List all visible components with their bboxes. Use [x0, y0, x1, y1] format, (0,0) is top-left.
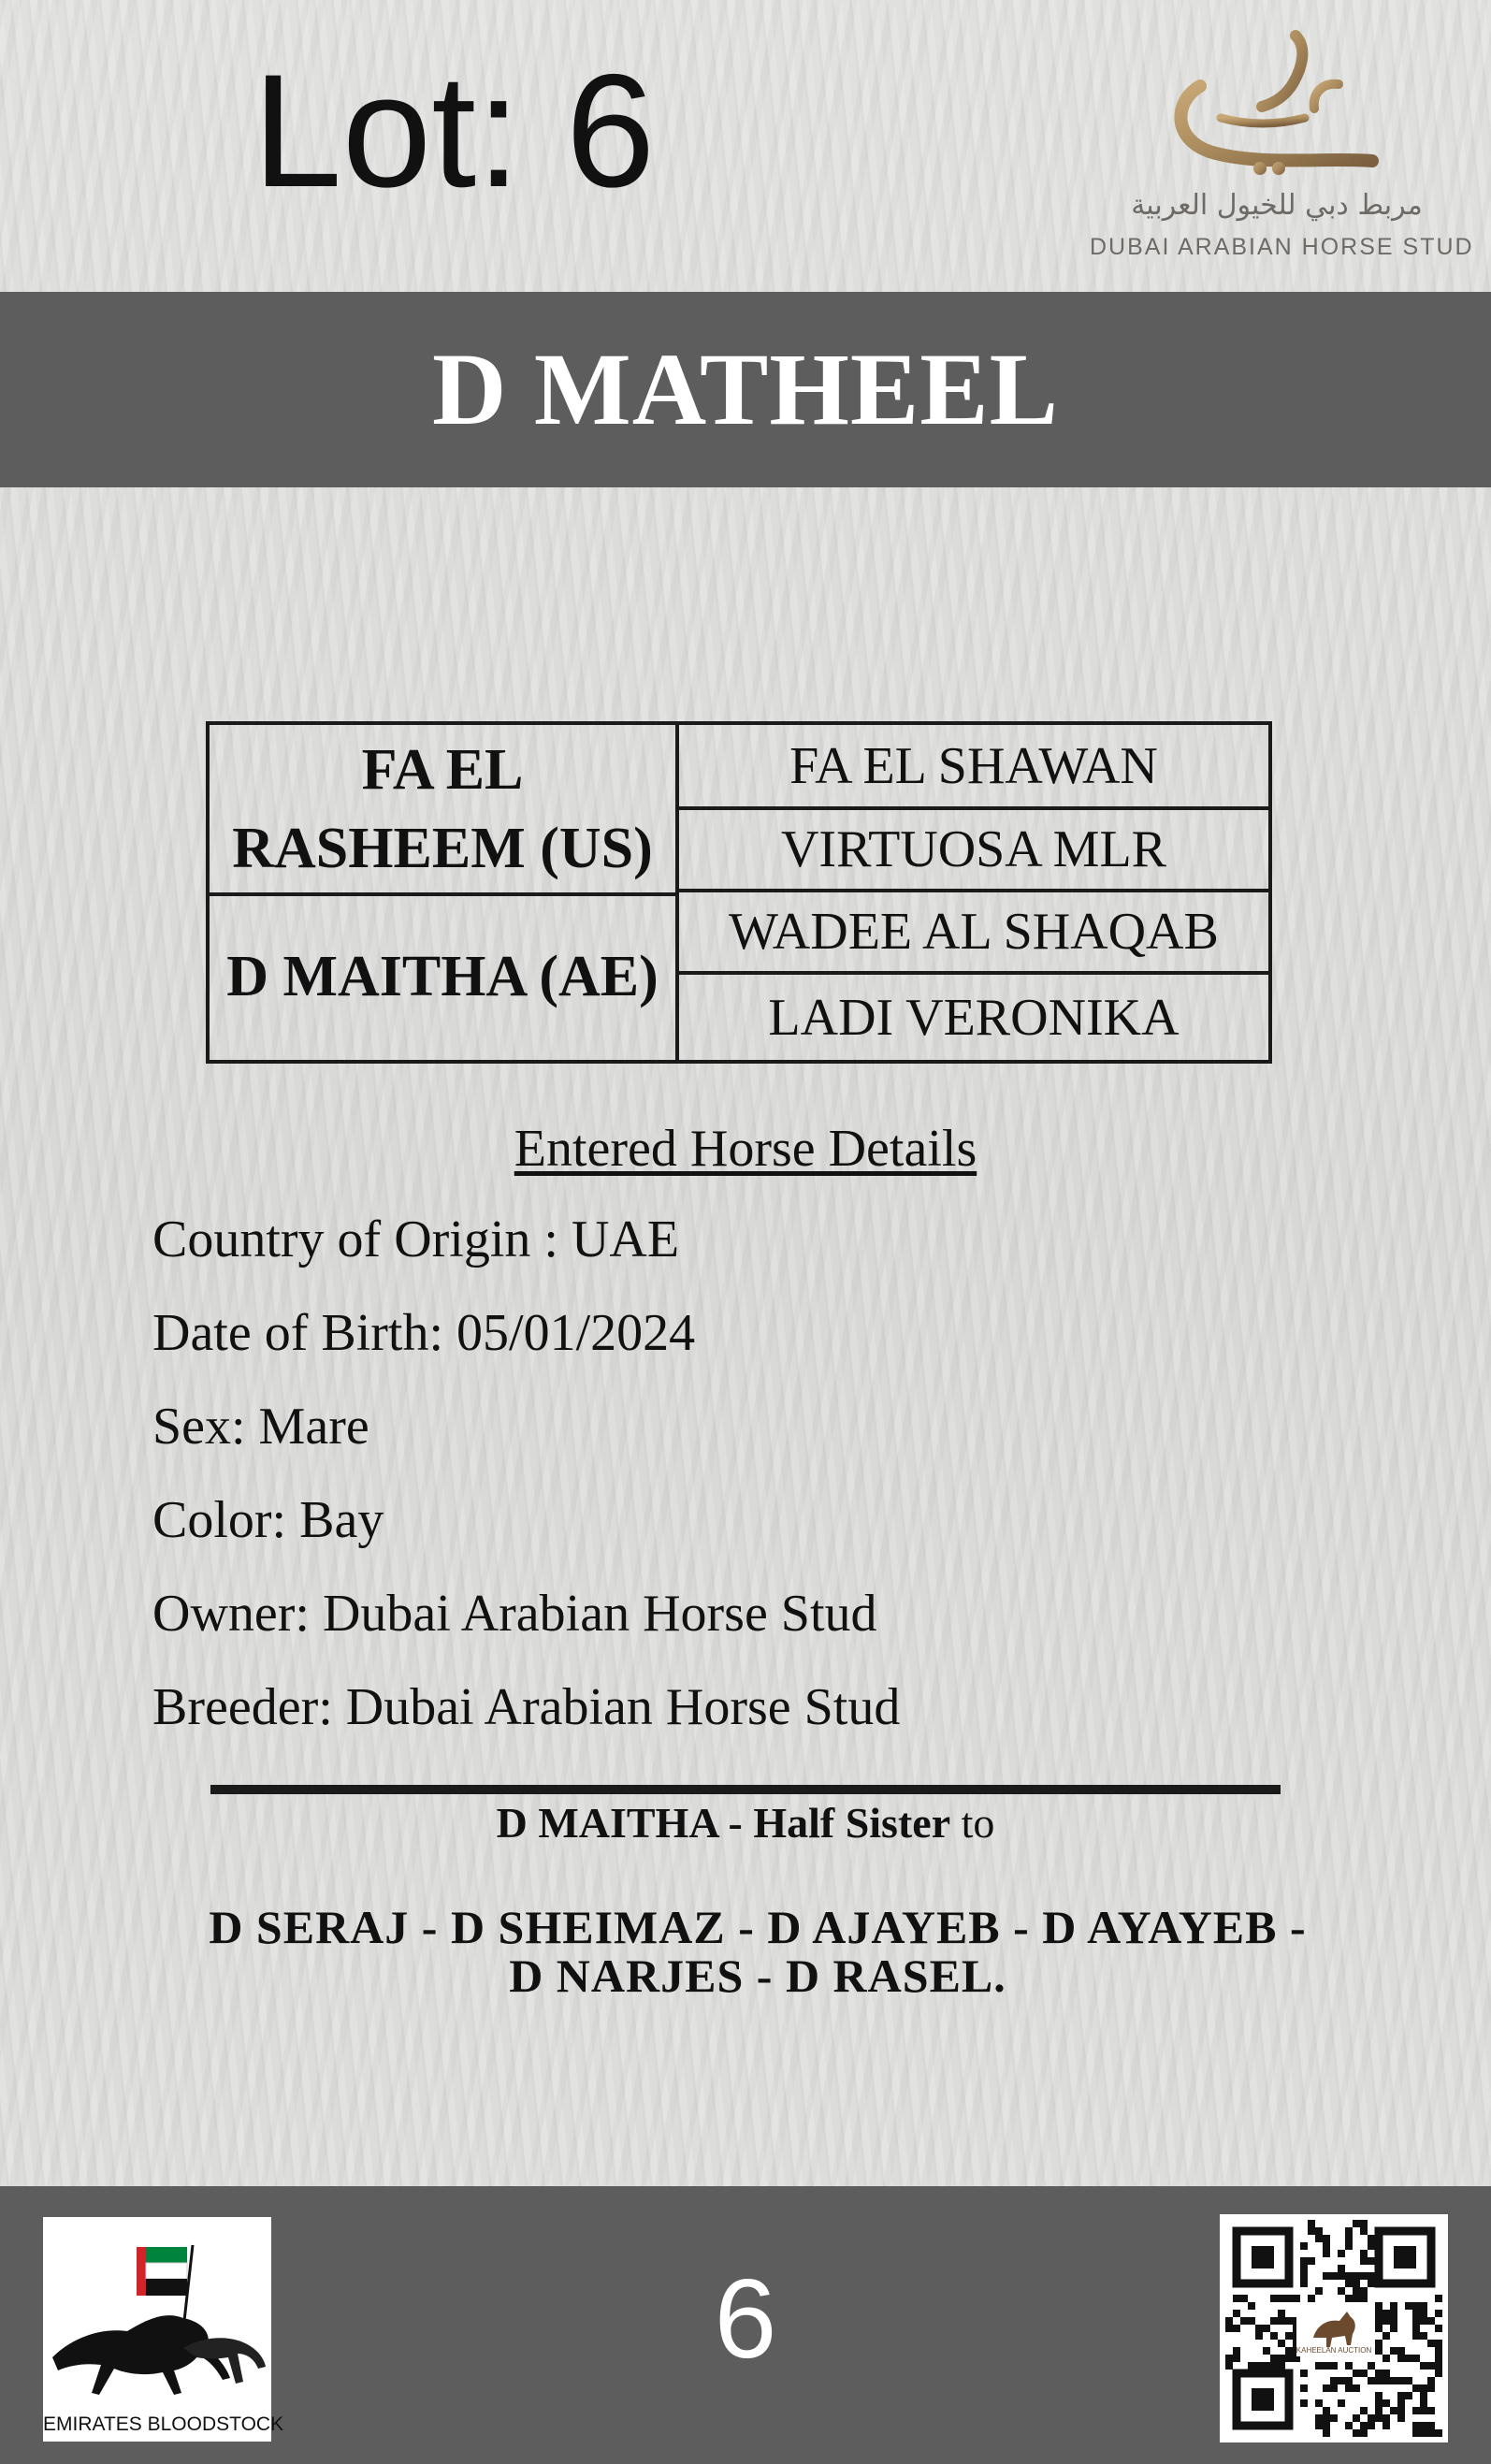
section-divider	[210, 1785, 1281, 1794]
qr-code-icon	[1220, 2214, 1448, 2442]
pedigree-sire-dam: VIRTUOSA MLR	[679, 810, 1268, 892]
pedigree-sire: FA EL RASHEEM (US)	[210, 725, 675, 896]
detail-country-of-origin: Country of Origin : UAE	[152, 1210, 680, 1268]
detail-date-of-birth: Date of Birth: 05/01/2024	[152, 1304, 696, 1362]
logo-arabic-text: مربط دبي للخيول العربية	[1131, 189, 1423, 222]
horse-name: D MATHEEL	[431, 332, 1060, 446]
detail-sex: Sex: Mare	[152, 1398, 369, 1456]
relation-to: to	[950, 1799, 995, 1847]
sponsor-logo-text: EMIRATES BLOODSTOCK	[43, 2413, 284, 2435]
racehorse-flag-icon	[43, 2217, 271, 2413]
calligraphy-mark-icon	[1155, 28, 1398, 187]
pedigree-sire-sire: FA EL SHAWAN	[679, 725, 1268, 810]
details-heading: Entered Horse Details	[514, 1120, 977, 1178]
dubai-arabian-horse-stud-logo	[1090, 28, 1474, 271]
pedigree-dam-dam: LADI VERONIKA	[768, 988, 1180, 1047]
pedigree-table	[206, 721, 1272, 1064]
page-number: 6	[714, 2256, 777, 2382]
qr-logo-text: KAHEELAN AUCTION	[1296, 2346, 1372, 2355]
logo-english-text: DUBAI ARABIAN HORSE STUD	[1090, 234, 1474, 260]
siblings-list: D SERAJ - D SHEIMAZ - D AJAYEB - D AYAYEB - D NARJES - D RASEL.	[209, 1901, 1307, 2002]
title-band	[0, 292, 1491, 487]
relation-text: - Half Sister	[717, 1799, 951, 1847]
detail-owner: Owner: Dubai Arabian Horse Stud	[152, 1585, 877, 1643]
emirates-bloodstock-logo	[43, 2217, 284, 2442]
qr-code[interactable]	[1220, 2214, 1448, 2442]
pedigree-dam-sire: WADEE AL SHAQAB	[679, 892, 1268, 975]
detail-color: Color: Bay	[152, 1491, 384, 1549]
relation-line	[0, 1798, 1491, 1848]
pedigree-dam: D MAITHA (AE)	[226, 944, 659, 1008]
detail-breeder: Breeder: Dubai Arabian Horse Stud	[152, 1678, 901, 1736]
relation-name: D MAITHA	[496, 1799, 717, 1847]
lot-label: Lot: 6	[253, 41, 656, 221]
